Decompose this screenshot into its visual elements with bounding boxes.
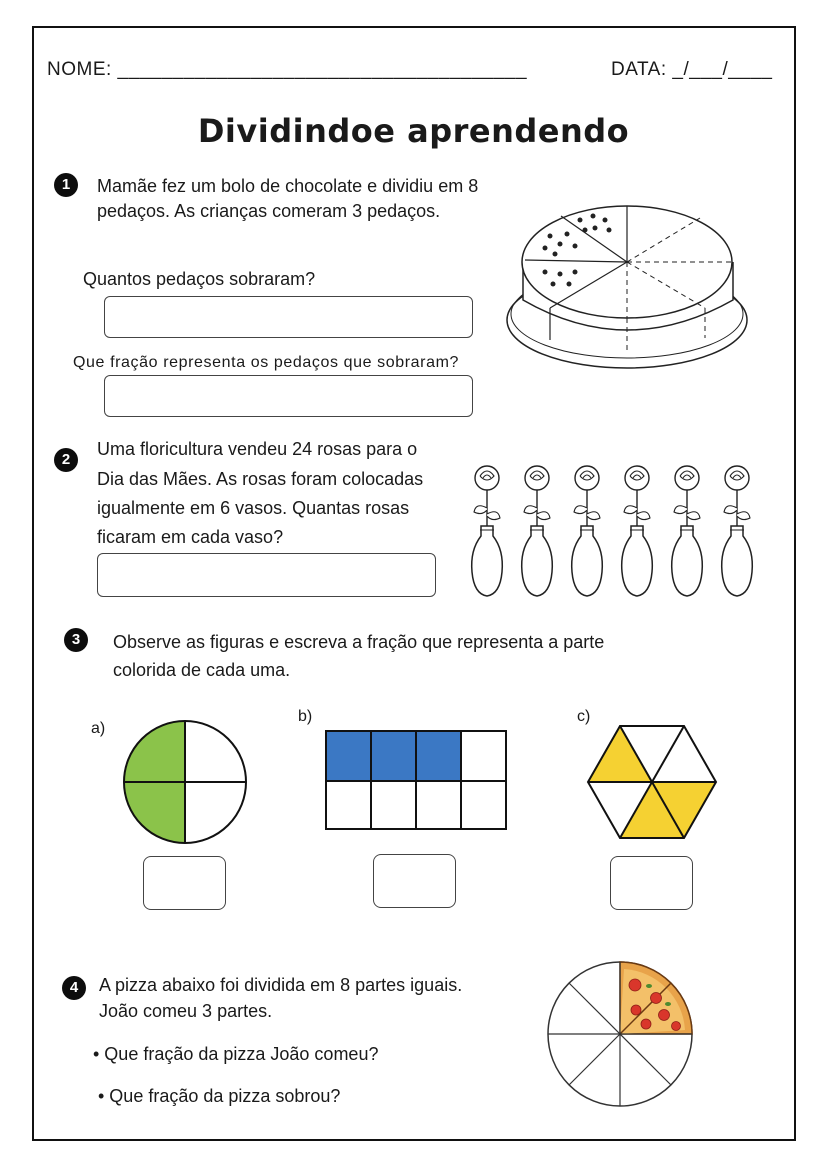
chocolate-cake-icon	[505, 200, 750, 380]
rose-vase-icon	[466, 460, 508, 600]
figure-c-answer-box[interactable]	[610, 856, 693, 910]
date-field[interactable]: DATA: _/___/____	[611, 59, 773, 80]
q4-text-line2: João comeu 3 partes.	[99, 1001, 273, 1021]
q2-text-line3: igualmente em 6 vasos. Quantas rosas	[97, 498, 410, 518]
q3-text-line2: colorida de cada uma.	[113, 660, 291, 680]
q4-bullet-eaten: • Que fração da pizza João comeu?	[93, 1044, 379, 1064]
figure-a-label: a)	[91, 720, 106, 737]
figure-b-label: b)	[298, 708, 313, 725]
q1-answer-box-1[interactable]	[104, 296, 473, 338]
question-number-1: 1	[54, 173, 78, 197]
q2-text-line2: Dia das Mães. As rosas foram colocadas	[97, 469, 424, 489]
figure-b-answer-box[interactable]	[373, 854, 456, 908]
figure-c-hexagon	[586, 724, 718, 840]
figure-b-rectangle	[326, 731, 508, 831]
question-number-4: 4	[62, 976, 86, 1000]
question-number-2: 2	[54, 448, 78, 472]
pizza-slice-icon	[546, 960, 696, 1110]
question-number-3: 3	[64, 628, 88, 652]
q1-text-line1: Mamãe fez um bolo de chocolate e dividiu em 8	[97, 176, 479, 196]
rose-vase-icon	[516, 460, 558, 600]
q1-ask-remaining: Quantos pedaços sobraram?	[83, 269, 316, 289]
q2-text-line1: Uma floricultura vendeu 24 rosas para o	[97, 439, 418, 459]
q1-answer-box-2[interactable]	[104, 375, 473, 417]
name-field[interactable]: NOME: _____________________________________	[47, 59, 528, 80]
rose-vase-icon	[616, 460, 658, 600]
rose-vase-icon	[566, 460, 608, 600]
rose-vase-icon	[716, 460, 758, 600]
q3-text-line1: Observe as figuras e escreva a fração que representa a parte	[113, 632, 605, 652]
figure-a-answer-box[interactable]	[143, 856, 226, 910]
figure-c-label: c)	[577, 708, 591, 725]
q4-text-line1: A pizza abaixo foi dividida em 8 partes iguais.	[99, 975, 463, 995]
q1-ask-fraction: Que fração representa os pedaços que sobraram?	[73, 354, 460, 371]
page-title: Dividindoe aprendendo	[197, 112, 630, 150]
q2-text-line4: ficaram em cada vaso?	[97, 527, 284, 547]
figure-a-circle	[122, 719, 248, 845]
q2-answer-box[interactable]	[97, 553, 436, 597]
q1-text-line2: pedaços. As crianças comeram 3 pedaços.	[97, 201, 441, 221]
q4-bullet-remaining: • Que fração da pizza sobrou?	[98, 1086, 341, 1106]
rose-vase-icon	[666, 460, 708, 600]
